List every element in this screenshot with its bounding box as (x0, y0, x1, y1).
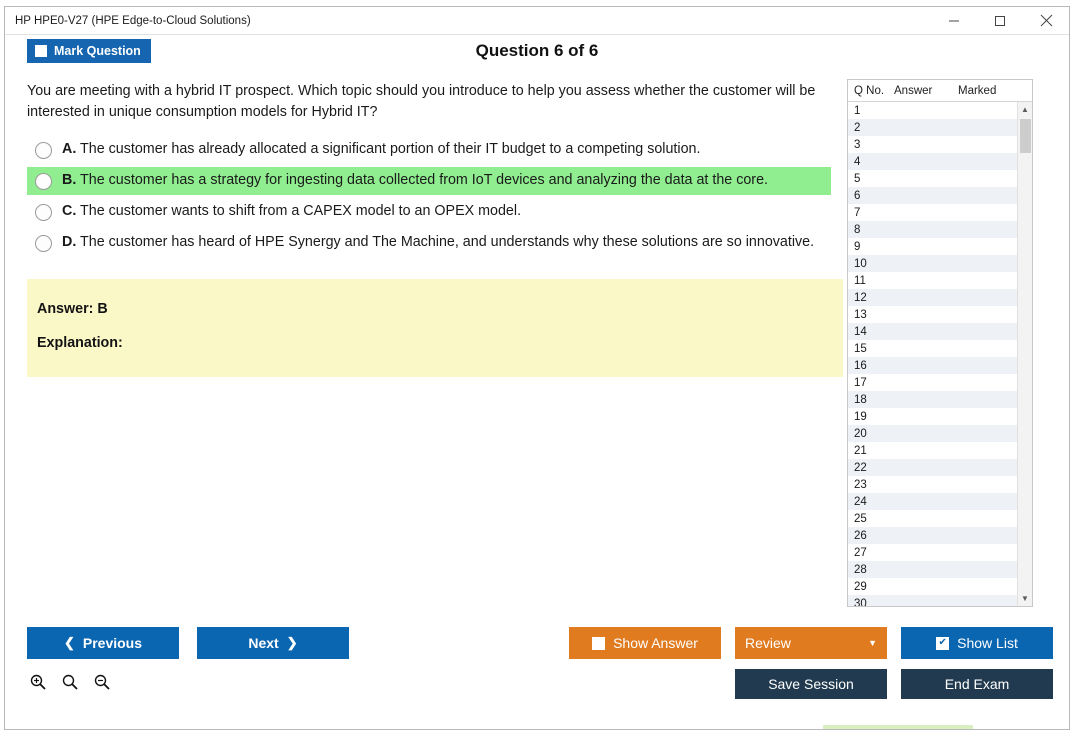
option-a-text: The customer has already allocated a significant portion of their IT budget to a competing solution. (80, 141, 701, 158)
table-row[interactable] (848, 238, 1032, 255)
question-number: 4 (854, 155, 861, 168)
table-row[interactable] (848, 289, 1032, 306)
table-row[interactable] (848, 391, 1032, 408)
table-row[interactable] (848, 204, 1032, 221)
table-row[interactable] (848, 595, 1032, 606)
table-row[interactable] (848, 255, 1032, 272)
previous-label: Previous (82, 635, 143, 651)
question-number: 30 (854, 597, 867, 606)
table-row[interactable] (848, 493, 1032, 510)
show-answer-checkbox-icon (592, 637, 605, 650)
question-number: 12 (854, 291, 867, 304)
mark-question-checkbox-icon (35, 45, 47, 57)
question-number: 8 (854, 223, 861, 236)
zoom-icon[interactable] (59, 671, 81, 693)
table-row[interactable] (848, 272, 1032, 289)
show-answer-label: Show Answer (613, 635, 698, 651)
table-row[interactable] (848, 527, 1032, 544)
question-number: 26 (854, 529, 867, 542)
next-button[interactable] (197, 627, 349, 659)
column-header-qno: Q No. (854, 84, 885, 97)
option-b[interactable] (27, 167, 831, 195)
show-list-label: Show List (957, 635, 1018, 651)
end-exam-label: End Exam (944, 676, 1010, 692)
table-row[interactable] (848, 357, 1032, 374)
question-number: 1 (854, 104, 861, 117)
window-title: HP HPE0-V27 (HPE Edge-to-Cloud Solutions) (15, 14, 251, 27)
explanation-label: Explanation: (37, 335, 123, 352)
question-pane (5, 71, 843, 619)
option-d-letter: D. (62, 234, 77, 251)
table-row[interactable] (848, 476, 1032, 493)
zoom-in-icon[interactable] (27, 671, 49, 693)
option-c-text: The customer wants to shift from a CAPEX model to an OPEX model. (80, 203, 522, 220)
scroll-up-icon[interactable]: ▲ (1021, 105, 1029, 114)
question-number: 21 (854, 444, 867, 457)
status-indicator (823, 725, 973, 729)
maximize-icon[interactable] (977, 7, 1023, 34)
question-number: 10 (854, 257, 867, 270)
answer-explanation-box (27, 279, 843, 377)
content-area (5, 71, 1069, 619)
question-list-body (848, 102, 1032, 606)
table-row[interactable] (848, 425, 1032, 442)
question-number: 28 (854, 563, 867, 576)
table-row[interactable] (848, 136, 1032, 153)
question-number: 6 (854, 189, 861, 202)
option-d-text: The customer has heard of HPE Synergy and The Machine, and understands why these solutions are so innovative. (80, 234, 815, 251)
table-row[interactable] (848, 459, 1032, 476)
question-number: 25 (854, 512, 867, 525)
table-row[interactable] (848, 340, 1032, 357)
option-c-label (62, 203, 521, 219)
next-label: Next (248, 635, 279, 651)
page-title: Question 6 of 6 (475, 41, 599, 60)
question-number: 22 (854, 461, 867, 474)
close-icon[interactable] (1023, 7, 1069, 34)
table-row[interactable] (848, 323, 1032, 340)
question-number: 16 (854, 359, 867, 372)
column-header-marked: Marked (958, 84, 997, 97)
question-list (847, 79, 1033, 607)
table-row[interactable] (848, 578, 1032, 595)
question-number: 3 (854, 138, 861, 151)
table-row[interactable] (848, 561, 1032, 578)
window-controls (931, 7, 1069, 34)
show-list-checkbox-icon: ✔ (936, 637, 949, 650)
question-number: 2 (854, 121, 861, 134)
mark-question-button[interactable] (27, 39, 151, 63)
table-row[interactable] (848, 170, 1032, 187)
question-number: 9 (854, 240, 861, 253)
question-rows (848, 102, 1032, 606)
question-number: 11 (854, 274, 866, 287)
question-list-scrollbar[interactable] (1017, 102, 1032, 606)
table-row[interactable] (848, 510, 1032, 527)
question-number: 7 (854, 206, 861, 219)
question-number: 27 (854, 546, 867, 559)
save-session-button[interactable] (735, 669, 887, 699)
chevron-down-icon: ▼ (868, 638, 877, 648)
option-a-letter: A. (62, 141, 77, 158)
option-a[interactable] (27, 136, 831, 164)
question-number: 19 (854, 410, 867, 423)
minimize-icon[interactable] (931, 7, 977, 34)
zoom-out-icon[interactable] (91, 671, 113, 693)
question-number: 29 (854, 580, 867, 593)
show-list-button[interactable] (901, 627, 1053, 659)
option-b-text: The customer has a strategy for ingesting data collected from IoT devices and analyzing the data at the core. (80, 172, 768, 189)
table-row[interactable] (848, 408, 1032, 425)
save-session-label: Save Session (768, 676, 854, 692)
option-d[interactable] (27, 229, 831, 257)
radio-icon[interactable] (35, 173, 52, 190)
option-d-label (62, 234, 814, 250)
previous-button[interactable] (27, 627, 179, 659)
chevron-right-icon: ❯ (286, 635, 298, 650)
table-row[interactable] (848, 374, 1032, 391)
end-exam-button[interactable] (901, 669, 1053, 699)
radio-icon[interactable] (35, 235, 52, 252)
question-number: 20 (854, 427, 867, 440)
answer-label: Answer: B (37, 301, 108, 318)
option-a-label (62, 141, 700, 157)
table-row[interactable] (848, 119, 1032, 136)
column-header-answer: Answer (894, 84, 933, 97)
table-row[interactable] (848, 544, 1032, 561)
table-row[interactable] (848, 187, 1032, 204)
table-row[interactable] (848, 153, 1032, 170)
show-answer-button[interactable] (569, 627, 721, 659)
question-number: 5 (854, 172, 861, 185)
footer-toolbar (5, 619, 1069, 729)
question-number: 13 (854, 308, 867, 321)
question-number: 15 (854, 342, 867, 355)
question-list-header (848, 80, 1032, 102)
question-list-pane (843, 71, 1039, 619)
zoom-controls (27, 671, 113, 693)
radio-icon[interactable] (35, 142, 52, 159)
title-bar (5, 7, 1069, 35)
option-c-letter: C. (62, 203, 77, 220)
answer-options (27, 136, 831, 257)
question-number: 17 (854, 376, 867, 389)
radio-icon[interactable] (35, 204, 52, 221)
option-c[interactable] (27, 198, 831, 226)
review-label: Review (745, 635, 791, 651)
mark-question-label: Mark Question (54, 44, 141, 58)
question-number: 23 (854, 478, 867, 491)
table-row[interactable] (848, 221, 1032, 238)
review-dropdown[interactable] (735, 627, 887, 659)
scroll-down-icon[interactable]: ▼ (1021, 594, 1029, 603)
table-row[interactable] (848, 442, 1032, 459)
table-row[interactable] (848, 306, 1032, 323)
scrollbar-thumb[interactable] (1020, 119, 1031, 153)
option-b-label (62, 172, 768, 188)
chevron-left-icon: ❮ (63, 635, 75, 650)
table-row[interactable] (848, 102, 1032, 119)
exam-window (4, 6, 1070, 730)
question-number: 14 (854, 325, 867, 338)
question-number: 18 (854, 393, 867, 406)
question-number: 24 (854, 495, 867, 508)
option-b-letter: B. (62, 172, 77, 189)
header-bar (5, 35, 1069, 71)
question-text: You are meeting with a hybrid IT prospect. Which topic should you introduce to help you assess whether the customer will be interested in unique consumption models for Hybrid IT? (27, 83, 816, 120)
